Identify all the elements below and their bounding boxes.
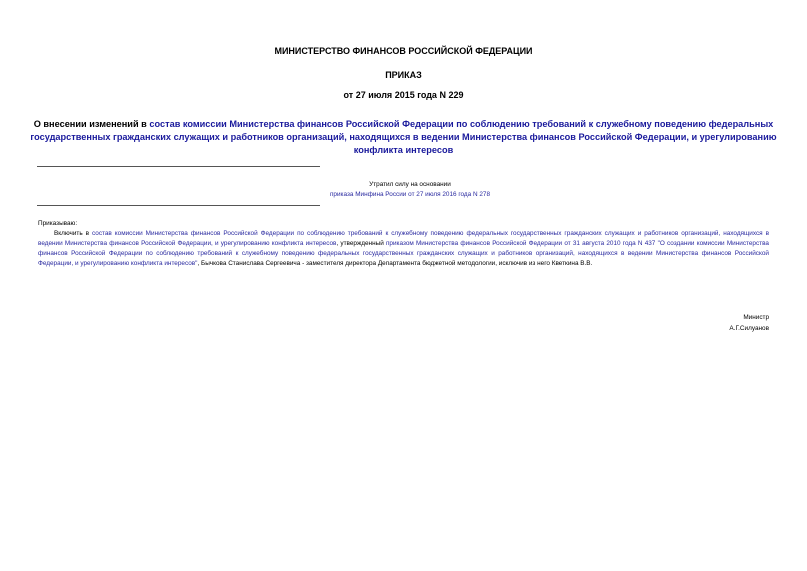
divider-bottom [37, 205, 320, 206]
expired-notice-text: Утратил силу на основании [369, 181, 451, 188]
expired-notice-link[interactable]: приказа Минфина России от 27 июля 2016 года N 278 [329, 191, 491, 198]
ministry-name: МИНИСТЕРСТВО ФИНАНСОВ РОССИЙСКОЙ ФЕДЕРАЦИИ [274, 46, 533, 56]
decree-label: Приказываю: [38, 220, 78, 227]
order-paragraph [38, 229, 769, 269]
signature-position: Министр [743, 314, 769, 321]
paragraph-mid: , утвержденный [336, 240, 384, 247]
signature-name: А.Г.Силуанов [729, 325, 769, 332]
heading-link[interactable]: состав комиссии Министерства финансов Российской Федерации по соблюдению требований к служебному поведению федеральных государственных гражданских служащих и работников организаций, находящихся в ведении Министерства финансов Российской Федерации, и урегулированию конфликта интересов [30, 119, 777, 155]
paragraph-end: , Бычкова Станислава Сергеевича - заместителя директора Департамента бюджетной методологии, исключив из него Кветкина В.В. [197, 260, 593, 267]
commission-link[interactable]: состав комиссии Министерства финансов Российской Федерации по соблюдению требований к служебному поведению федеральных государственных гражданских служащих и работников организаций, находящихся в ведении Министерства финансов Российской Федерации, и урегулированию конфликта интересов [38, 230, 769, 247]
divider-top [37, 166, 320, 167]
order-437-link[interactable]: приказом Министерства финансов Российской Федерации от 31 августа 2010 года N 437 "О создании комиссии Министерства финансов Российской Федерации по соблюдению требований к служебному поведению федеральных государственных гражданских служащих и работников организаций, находящихся в ведении Министерства финансов Российской Федерации, и урегулированию конфликта интересов" [38, 240, 769, 267]
expired-notice [300, 180, 520, 200]
order-title: ПРИКАЗ [385, 70, 422, 80]
order-date: от 27 июля 2015 года N 229 [343, 90, 464, 100]
heading-prefix: О внесении изменений в [33, 119, 147, 129]
paragraph-start: Включить в [54, 230, 90, 237]
order-heading [30, 118, 777, 157]
